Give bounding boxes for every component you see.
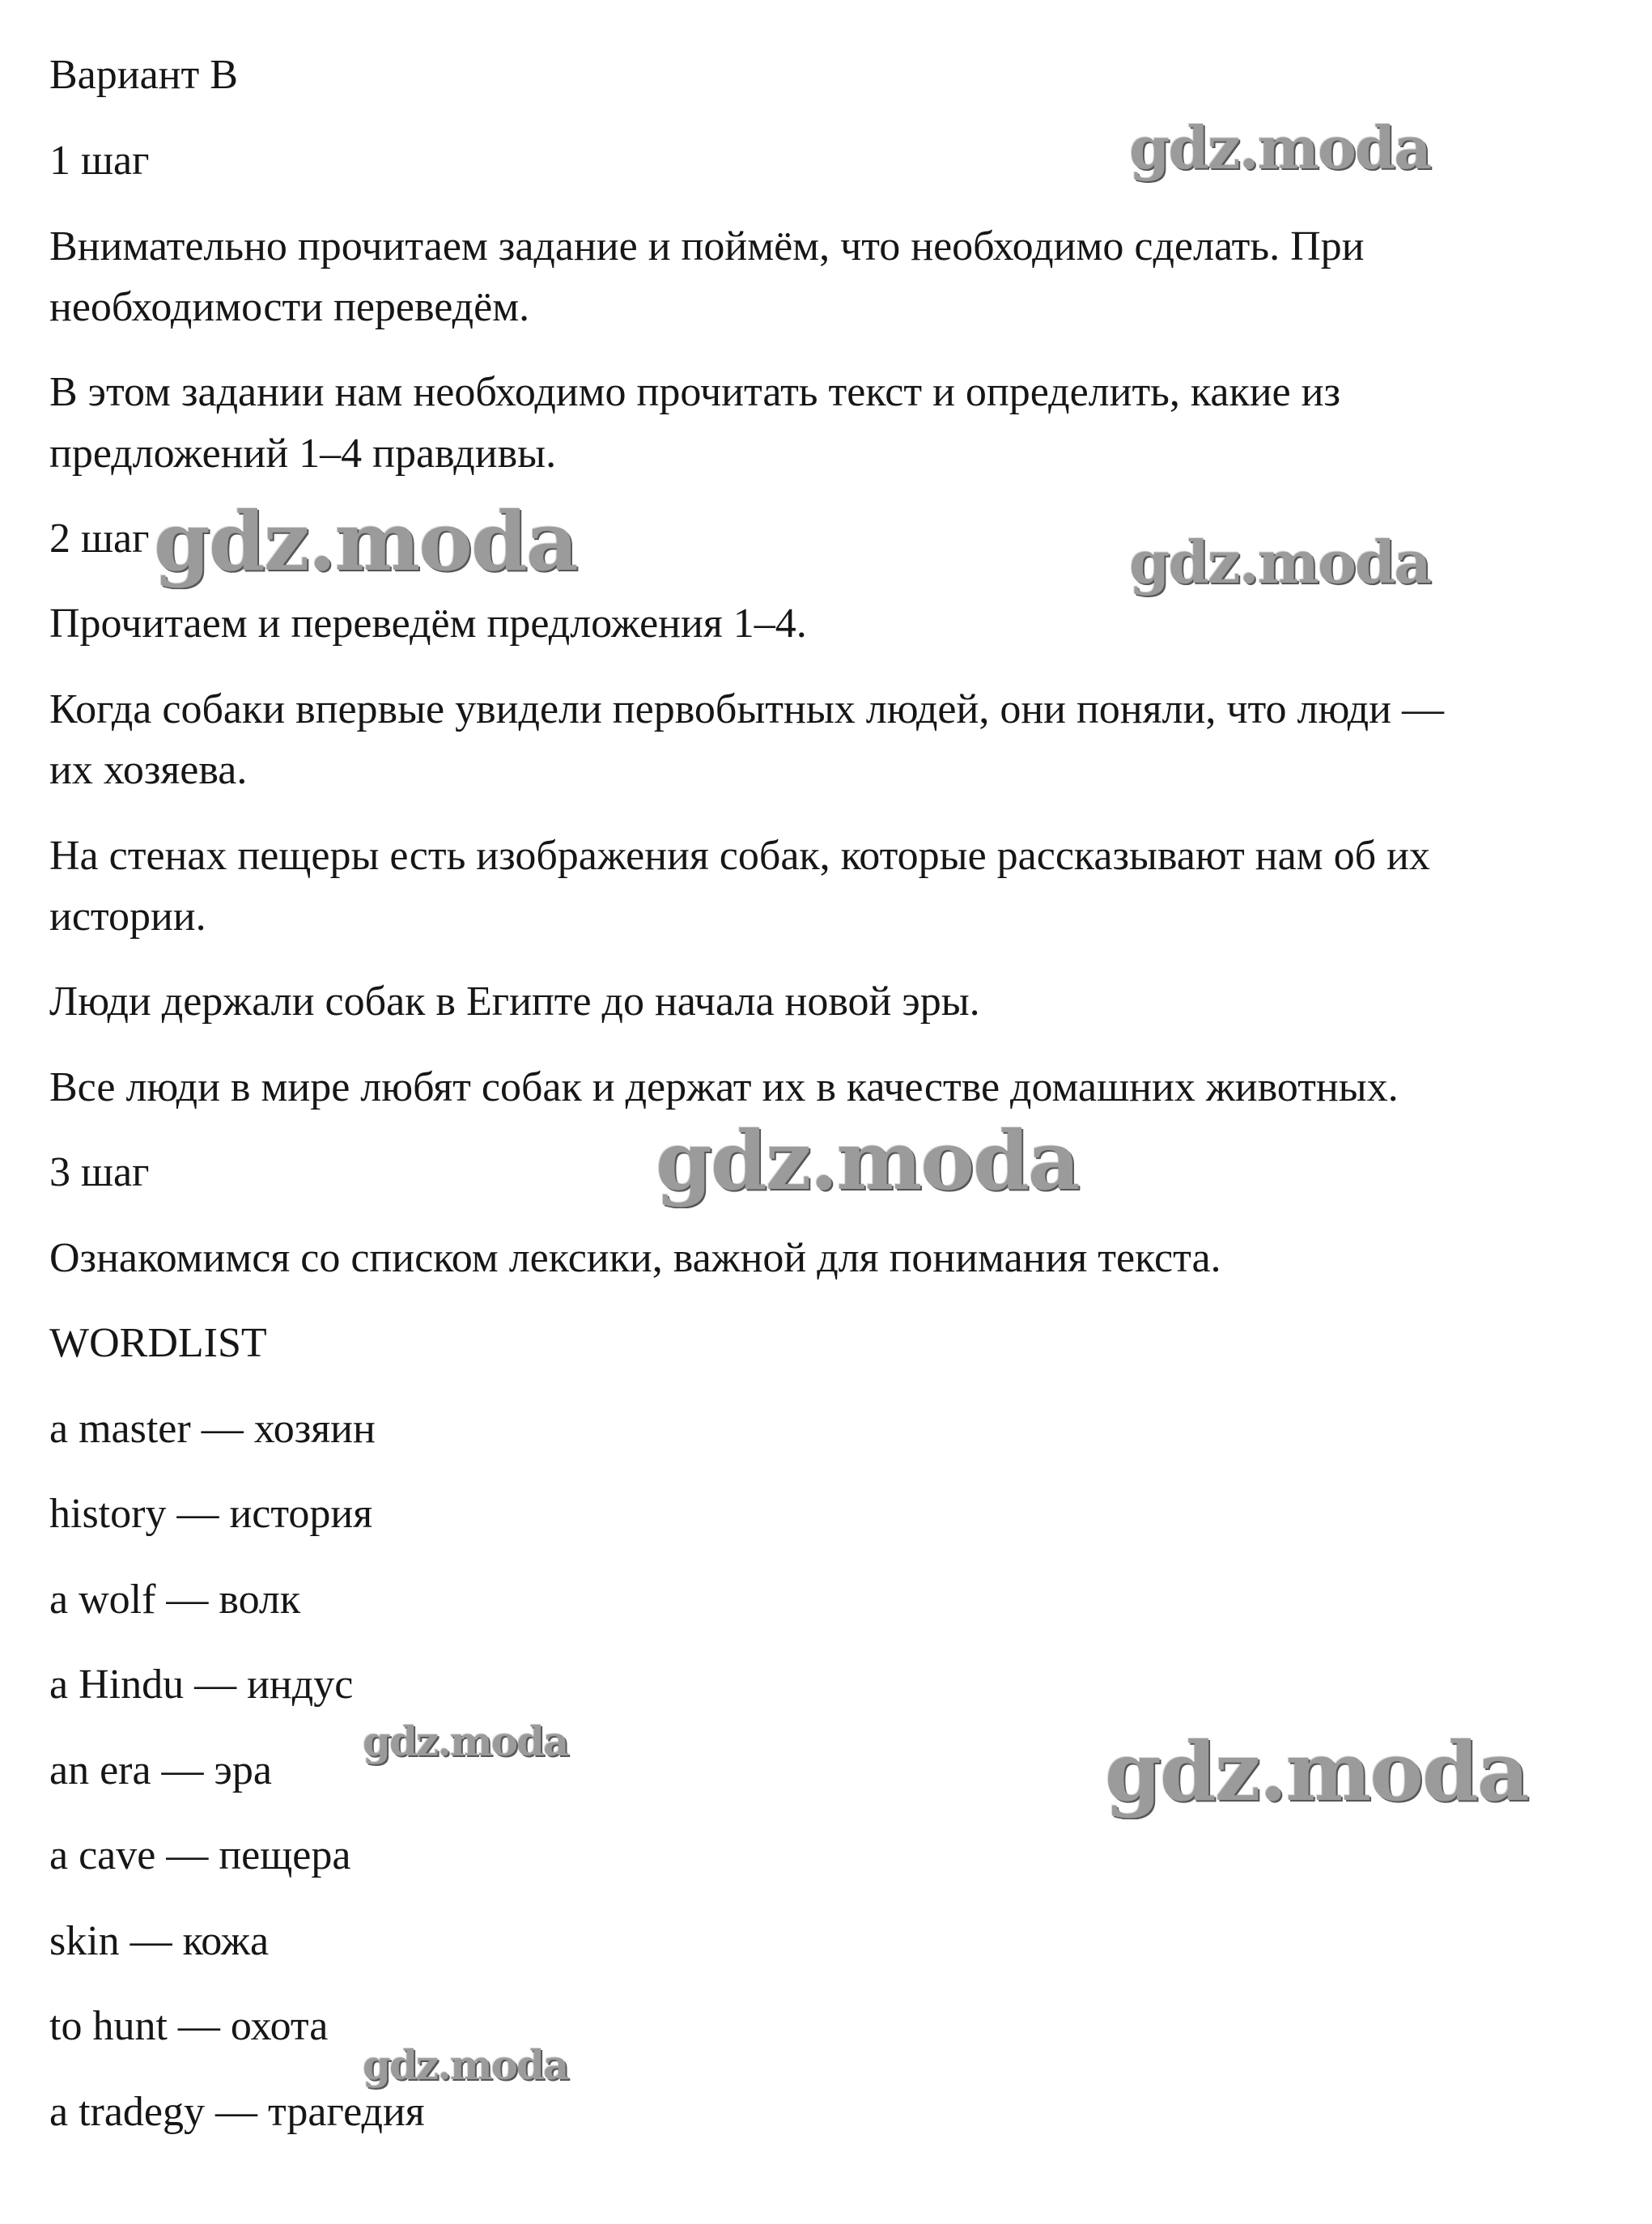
wordlist-item: to hunt — охота <box>49 2003 329 2049</box>
wordlist-item: a cave — пещера <box>49 1832 351 1878</box>
step-1-paragraph-2-line-2: предложений 1–4 правдивы. <box>49 431 557 477</box>
step-2-label: 2 шаг <box>49 516 150 562</box>
wordlist-item: an era — эра <box>49 1747 272 1793</box>
variant-heading: Вариант B <box>49 52 238 98</box>
wordlist-item: a Hindu — индус <box>49 1662 354 1708</box>
wordlist-item: history — история <box>49 1491 373 1537</box>
watermark-logo: gdz.moda <box>1129 113 1430 182</box>
wordlist-item: a tradegy — трагедия <box>49 2089 425 2135</box>
wordlist-item: a master — хозяин <box>49 1406 376 1452</box>
step-1-paragraph-1-line-2: необходимости переведём. <box>49 284 530 330</box>
watermark-logo: gdz.moda <box>656 1113 1079 1208</box>
watermark-logo: gdz.moda <box>363 1717 568 1765</box>
sentence-3: Люди держали собак в Египте до начала новой эры. <box>49 978 980 1025</box>
step-1-paragraph-2-line-1: В этом задании нам необходимо прочитать текст и определить, какие из <box>49 369 1340 415</box>
wordlist-item: skin — кожа <box>49 1918 270 1964</box>
watermark-logo: gdz.moda <box>1129 528 1430 596</box>
sentence-2-line-2: истории. <box>49 893 206 940</box>
step-1-paragraph-1-line-1: Внимательно прочитаем задание и поймём, что необходимо сделать. При <box>49 223 1365 270</box>
step-1-label: 1 шаг <box>49 138 150 184</box>
sentence-1-line-1: Когда собаки впервые увидели первобытных людей, они поняли, что люди — <box>49 686 1444 732</box>
sentence-2-line-1: На стенах пещеры есть изображения собак, которые рассказывают нам об их <box>49 833 1430 879</box>
watermark-logo: gdz.moda <box>154 494 577 589</box>
step-2-intro: Прочитаем и переведём предложения 1–4. <box>49 601 807 647</box>
step-3-label: 3 шаг <box>49 1149 150 1195</box>
step-3-intro: Ознакомимся со списком лексики, важной для понимания текста. <box>49 1235 1221 1281</box>
watermark-logo: gdz.moda <box>1105 1724 1528 1819</box>
watermark-logo: gdz.moda <box>363 2041 568 2089</box>
wordlist-title: WORDLIST <box>49 1320 267 1366</box>
wordlist-item: a wolf — волк <box>49 1577 301 1623</box>
sentence-4: Все люди в мире любят собак и держат их в качестве домашних животных. <box>49 1064 1399 1110</box>
sentence-1-line-2: их хозяева. <box>49 747 248 793</box>
